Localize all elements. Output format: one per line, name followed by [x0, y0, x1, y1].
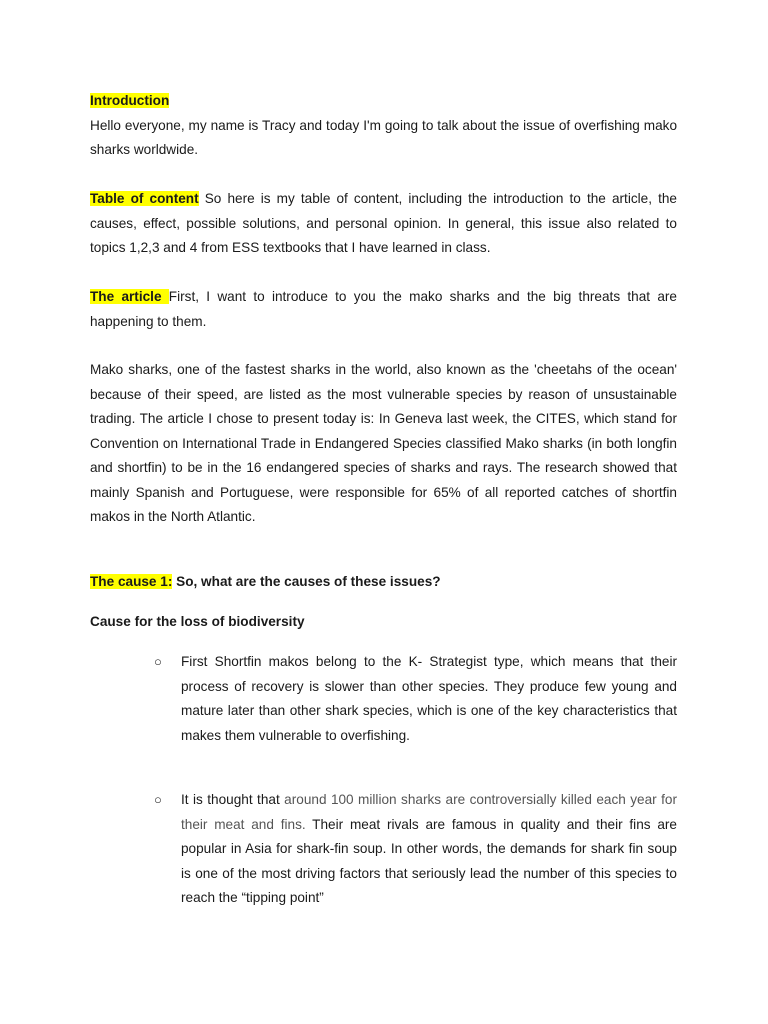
article-intro-text: First, I want to introduce to you the mako sharks and the big threats that are happening to them.	[90, 289, 677, 329]
introduction-text: Hello everyone, my name is Tracy and today I'm going to talk about the issue of overfishing mako sharks worldwide.	[90, 117, 677, 157]
table-of-content-text: So here is my table of content, including the introduction to the article, the causes, effect, possible solutions, and personal opinion. In general, this issue also related to topics 1,2,3 and 4 from ESS textbooks that I have learned in class.	[90, 191, 677, 255]
table-of-content-section	[90, 187, 677, 261]
bullet2-grey-text: around 100 million sharks are controversially killed each year for their meat and fins.	[181, 792, 677, 832]
introduction-section	[90, 89, 677, 163]
bullet-marker: ○	[154, 654, 162, 669]
cause1-section	[90, 570, 677, 595]
bullet-item-k-strategist: First Shortfin makos belong to the K- Strategist type, which means that their process of recovery is slower than other species. They produce few young and mature later than other shark species, which is one of the key characteristics that makes them vulnerable to overfishing.	[181, 654, 677, 743]
bullet2-end-text: Their meat rivals are famous in quality and their fins are popular in Asia for shark-fin soup. In other words, the demands for shark fin soup is one of the most driving factors that seriously lead the number of this species to reach the “tipping point”	[181, 816, 677, 905]
bullet-item-shark-fin-demand	[181, 788, 677, 911]
bullet2-start-text: It is thought that	[181, 792, 285, 807]
cause1-question: So, what are the causes of these issues?	[172, 574, 441, 589]
article-heading: The article	[90, 289, 169, 304]
cause1-heading: The cause 1:	[90, 574, 173, 589]
bullet-marker: ○	[154, 792, 162, 807]
article-paragraph: Mako sharks, one of the fastest sharks in the world, also known as the 'cheetahs of the ocean' because of their speed, are listed as the most vulnerable species by reason of unsustainable trading. The article I chose to present today is: In Geneva last week, the CITES, which stand for Convention on International Trade in Endangered Species classified Mako sharks (in both longfin and shortfin) to be in the 16 endangered species of sharks and rays. The research showed that mainly Spanish and Portuguese, were responsible for 65% of all reported catches of shortfin makos in the North Atlantic.	[90, 362, 677, 524]
article-section	[90, 285, 677, 334]
table-of-content-heading: Table of content	[90, 191, 199, 206]
cause1-subheading: Cause for the loss of biodiversity	[90, 614, 305, 629]
introduction-heading: Introduction	[90, 93, 170, 108]
